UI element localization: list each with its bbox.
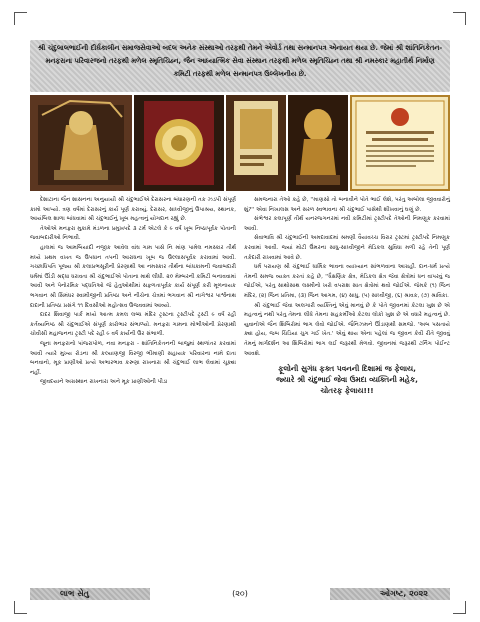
left-paragraph-3: હાલમાં જ આમબિયાદી નજીક આવેલ વાંઘ ગામ પાસે નિ માંણ પામેલ નમસ્કાર તીર્થ મધ્યે પ્રથમ વખત જ ઉપધાન તપની આરાધના ખૂબ જ ઉલ્લાસપૂર્વક કરાવામાં આવી. ગચ્છાધિપતિ પૂજ્ય શ્રી કલાપ્રભસૂરીની પ્રેરણાથી આ નમસ્કાર તીર્થના બાંધકામની જવાબદારી ધર્મમાં ઊંડી શ્રદ્ધા ધરાવતા શ્રી ચંદુભાઈએ પોતાના માથે લીધી. ૨૦ મેમ્બરની કમિટી બનાવવામાં આવી અને પેનોરમિક પદ્ધતિઓ જે હેતુઓથીમાં સફળતાપૂર્વક કાર્ય સંપૂર્ણ કરી મૂળનાયક ભગવાન શ્રી સિમંધર સ્વામીજીની પ્રતિષ્ઠા અને નીચેના ચેત્રમાં ભગવાન શ્રી નાગેશ્વર પાર્શ્વનાથ દાદાની પ્રતિષ્ઠા પ્રસંગે ૧૧ દિવસીઓ મહોત્સવ ઉજવવામાં આવ્યો. — [30, 244, 236, 309]
left-paragraph-4: દાદર શિવાજી પાર્ક મધ્યે આત્મ કમલ લબ્ધ મંદિર ટ્રસ્ટના ટ્રસ્ટીપદે ટ્રસ્ટી ૯ વર્ષ રહી કર્તવ્યનિષ્ઠ શ્રી ચંદુભાઈએ સંપૂર્ણ કારોભાર સંભાળ્યો. મનફરા ગામના મોભીઓની પ્રેરણાથી ચોવીસી મહાજનના ટ્રસ્ટી પદે રહી ૯ વર્ષ કાર્યની ઉર સંભાળી. — [30, 312, 236, 338]
photo-memento-statue — [288, 95, 348, 191]
article-column-right — [244, 196, 450, 396]
closing-quote-line-2: જ્યારે શ્રી ચંદુભાઈ જેવા ઉમદા વ્યક્તિની મહેક, — [276, 375, 418, 385]
crop-mark-top-left — [14, 12, 27, 25]
award-banner — [30, 40, 450, 92]
photo-medal-plaque — [134, 95, 224, 191]
left-paragraph-2: તેઓએ મનફરા મુકામે મંડળના પ્રમુખપદે ૩ ટર્મ એટલે કે ૯ વર્ષ ખૂબ નિષ્ઠાપૂર્વક પોતાની જવાબદારીઓ નિભાવી. — [30, 225, 236, 242]
award-photo-strip — [30, 95, 450, 191]
right-paragraph-5: શ્રી ચંદુભાઈ જેવા અલગારી વ્યક્તિનું એવું માનવું છે કે પોતે જીવનમાં કેટલા ખુશ છે એ મહત્વનું નથી પરંતુ તેમના લીધે તેમના સહકર્મીઓ કેટલા લોકો ખુશ છે એ વધારે મહત્વનું છે. યુવાનોએ જૈન શિબિરોમાં ભાગ લેવો જોઈએ. જૈનિઝમને ઊંડાણથી સમજો. 'અબ પસતાયે ક્યા હોય, જબ ચિડિયા ચુગ ગઈ ખેત.' એવું થાય એના પહેલાં જ જીવન કેવી રીતે જીવવું તેમનું માર્ગદર્શન આ શિબિરોમાં ભાગ લઈ જરૂરથી મેળવો. જીવનમાં જરૂરથી ટર્નિંગ પોઈન્ટ આવશે. — [244, 302, 450, 357]
article-column-left — [30, 196, 236, 388]
right-paragraph-2: સંભેશ્વર કલાપૂર્ણ તીર્થ યનરજગનરમાં નવી કમિટીમાં ટ્રસ્ટીપદે તેઓની નિમણૂક કરવામાં આવી. — [244, 216, 450, 232]
crop-mark-bottom-right — [453, 601, 466, 614]
page-footer — [30, 586, 450, 602]
footer-issue-date: ઓગષ્ટ, ૨૦૨૨ — [379, 589, 428, 598]
right-paragraph-1: સમજનારા તેઓ કહે છે, ''માણસો તો બનાવીને પોતે ભાઈ લેશે, પરંતુ અબોલા જીવવારોનું શું?'' એવા નિખાલસ અને સરળ સ્વભાવના શ્રી ચંદુભાઈ પાસેથી શીખવાનું ઘણું છે. — [244, 197, 450, 213]
crop-mark-bottom-left — [14, 601, 27, 614]
award-banner-text: શ્રી ચંદુલાલભાઈની દીર્ઘકાલીન સમાજસેવાઓ બદલ અનેક સંસ્થાઓ તરફથી તેમને એવોર્ડ તથા સન્માનપત્ર એનાયત થયા છે. જેમાં શ્રી શાંતિનિકેતન-મનફરાના પરિવારજનો તરફથી મળેલ સ્મૃતિચિહ્ન, જૈન આધ્યાત્મિક સેવા સંસ્થાન તરફથી મળેલ સ્મૃતિચિહ્ન તથા શ્રી નમસ્કાર મહાતીર્થ નિર્માણ કમિટી તરફથી મળેલ સન્માનપત્ર ઉલ્લેખનીય છે. — [37, 44, 443, 78]
left-paragraph-6: જીવદયાને અગ્રસ્થાન રાખનારા અને મૂક પ્રાણીઓની પીડા — [40, 379, 168, 386]
closing-quote-line-1: ફૂલોની સુગંધ ફક્ત પવનની દિશામાં જ ફેલાય, — [278, 364, 416, 374]
photo-award-trophy — [30, 95, 132, 191]
footer-publication-name: લાભ સેતુ — [60, 589, 89, 598]
page-number: (૨૦) — [232, 589, 248, 598]
photo-memento-frame — [226, 95, 286, 191]
right-paragraph-3: સેવાભાવિ શ્રી ચંદુભાઈની અમદાવાદમાં શ્રમણી વૈયાવચ્ચ વિરાર ટ્રસ્ટમાં ટ્રસ્ટીપદે નિમણૂક કરવામાં આવી. જ્યાં મોટી ઉંમરના સાધુ-સાધ્વીજીને મેડિકલ સુવિધા મળી રહે તેની પૂર્ણ તકેદારી રાખવામાં આવે છે. — [244, 235, 450, 261]
crop-mark-top-right — [453, 12, 466, 25]
left-paragraph-1: દેશાટાના જૈન શાસનના અનુયાયી શ્રી ચંદુભાઈએ દેરાસરના બંધારણની તક ઝડપી સંપૂર્ણ કામો આપ્યો. ત્રણ વર્ષમાં દેરાસરનું કાર્ય પૂર્ણ કરાવ્યું. દેરાસર, સાધ્વીજીનું ઉપાશ્રય, સ્થાનક, આયંબિલ શાળા બાંધવામાં શ્રી ચંદુભાઈનું ખૂબ મહત્વનું યોગદાન રહ્યું છે. — [30, 197, 236, 223]
right-paragraph-4: ધર્મ પરાયણ શ્રી ચંદુભાઈ ધાર્મિક ભાવના વ્યાખ્યાન સાંભળવાના આગ્રહી. દાન-ધર્મ પ્રત્યે તેમની સમજ વ્યક્ત કરતાં કહે છે, ''ધૈક્ષણિક ક્ષેત્ર, મેડિકલ ક્ષેત્ર જેવા ક્ષેત્રોમાં ધન વાપરવું જ જોઈએ, પરંતુ સાથોસાથ લક્ષ્મીનો ખરો વપરાશ સાત ક્ષેત્રોમાં થવો જોઈએ. જેમકે (૧) જિન મંદિર, (૨) જિન પ્રતિમા, (૩) જિન આગમ, (૪) સાધુ, (૫) સાધ્વીજી, (૬) શ્રાવક, (૭) શ્રાવિકા. — [244, 264, 450, 299]
photo-certificate — [350, 95, 450, 191]
closing-quote-line-3: ચોતરફ ફેલાય!!! — [320, 386, 374, 396]
left-paragraph-5: જૂના મનફરાનો પાંજરાપોળ, નવા મનફરા - શાંતિનિકેતનની બાજુમાં સ્થળાંતર કરવામાં આવી ત્યારે મુખ્ય રોડના શ્રી કલ્યાણજી વિરજી ભીમાણી સહાયક પરિવારના નામે દાતા બનવાનો, મૂક પ્રાણીઓ પ્રત્યે અભારભાવ કરુણા રાખનારા શ્રી ચંદુભાઈ લાભ લેવામાં ચૂક્યા નહીં. — [30, 340, 236, 376]
closing-quote — [244, 363, 450, 396]
